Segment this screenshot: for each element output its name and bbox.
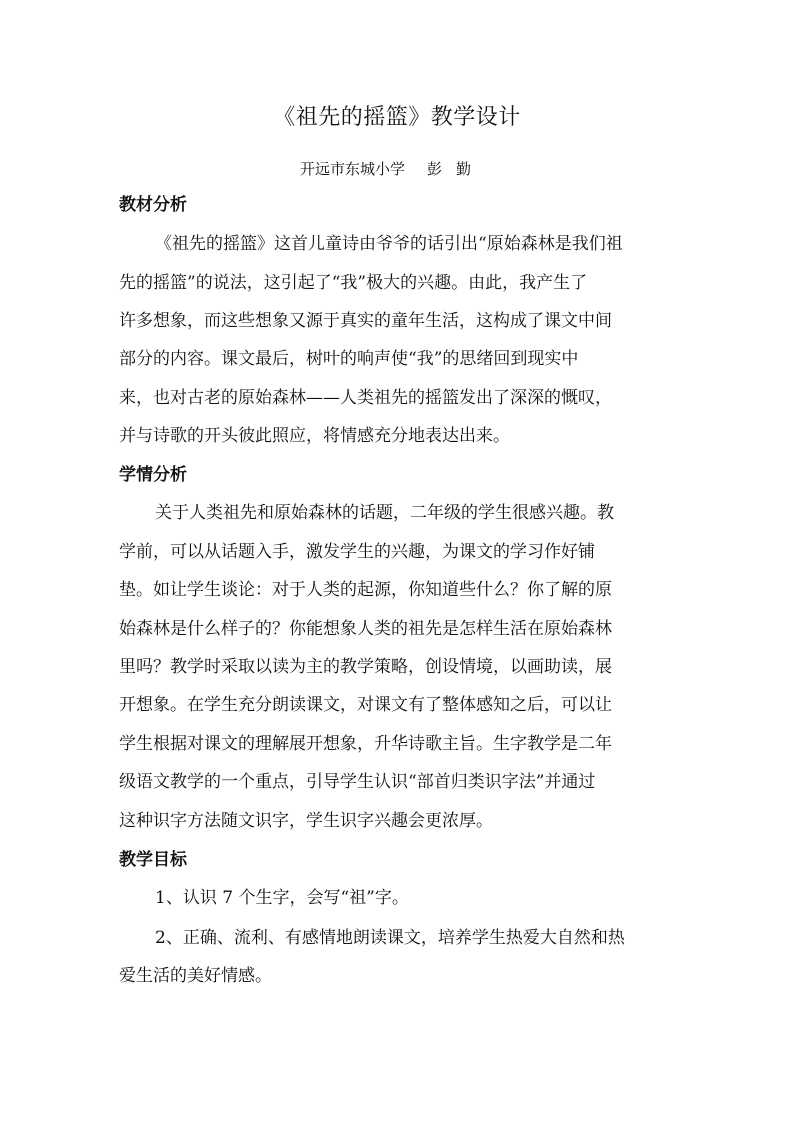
students-paragraph-line: 级语文教学的一个重点，引导学生认识“部首归类识字法”并通过 — [119, 772, 596, 792]
material-paragraph-line: 来，也对古老的原始森林——人类祖先的摇篮发出了深深的慨叹， — [119, 388, 612, 408]
students-paragraph-line: 里吗？教学时采取以读为主的教学策略，创设情境，以画助读，展 — [119, 657, 612, 677]
students-paragraph-line: 学前，可以从话题入手，激发学生的兴趣，为课文的学习作好铺 — [119, 542, 595, 562]
students-paragraph-line: 这种识字方法随文识字，学生识字兴趣会更浓厚。 — [119, 811, 493, 831]
material-paragraph-line: 先的摇篮”的说法，这引起了“我”极大的兴趣。由此，我产生了 — [119, 273, 588, 293]
goal-item: 1、认识 7 个生字，会写“祖”字。 — [155, 888, 409, 908]
students-paragraph-line: 开想象。在学生充分朗读课文，对课文有了整体感知之后，可以让 — [119, 695, 612, 715]
goal-item-continuation: 爱生活的美好情感。 — [119, 966, 272, 986]
heading-material-analysis: 教材分析 — [119, 195, 187, 215]
document-title: 《祖先的摇篮》教学设计 — [273, 105, 521, 130]
school-name: 开远市东城小学 — [300, 160, 406, 178]
author-name: 彭勤 — [427, 160, 486, 178]
students-paragraph-line: 学生根据对课文的理解展开想象，升华诗歌主旨。生字教学是二年 — [119, 734, 612, 754]
heading-teaching-goals: 教学目标 — [119, 850, 187, 870]
material-paragraph-line: 许多想象，而这些想象又源于真实的童年生活，这构成了课文中间 — [119, 311, 612, 331]
students-paragraph-line: 关于人类祖先和原始森林的话题，二年级的学生很感兴趣。教 — [155, 503, 614, 523]
goal-item: 2、正确、流利、有感情地朗读课文，培养学生热爱大自然和热 — [155, 928, 625, 948]
material-paragraph-line: 部分的内容。课文最后，树叶的响声使“我”的思绪回到现实中 — [119, 349, 579, 369]
students-paragraph-line: 始森林是什么样子的？你能想象人类的祖先是怎样生活在原始森林 — [119, 619, 612, 639]
byline — [300, 158, 485, 180]
material-paragraph-line: 《祖先的摇篮》这首儿童诗由爷爷的话引出“原始森林是我们祖 — [155, 234, 623, 254]
heading-student-analysis: 学情分析 — [119, 465, 187, 485]
material-paragraph-line: 并与诗歌的开头彼此照应，将情感充分地表达出来。 — [119, 426, 510, 446]
students-paragraph-line: 垫。如让学生谈论：对于人类的起源，你知道些什么？你了解的原 — [119, 580, 612, 600]
